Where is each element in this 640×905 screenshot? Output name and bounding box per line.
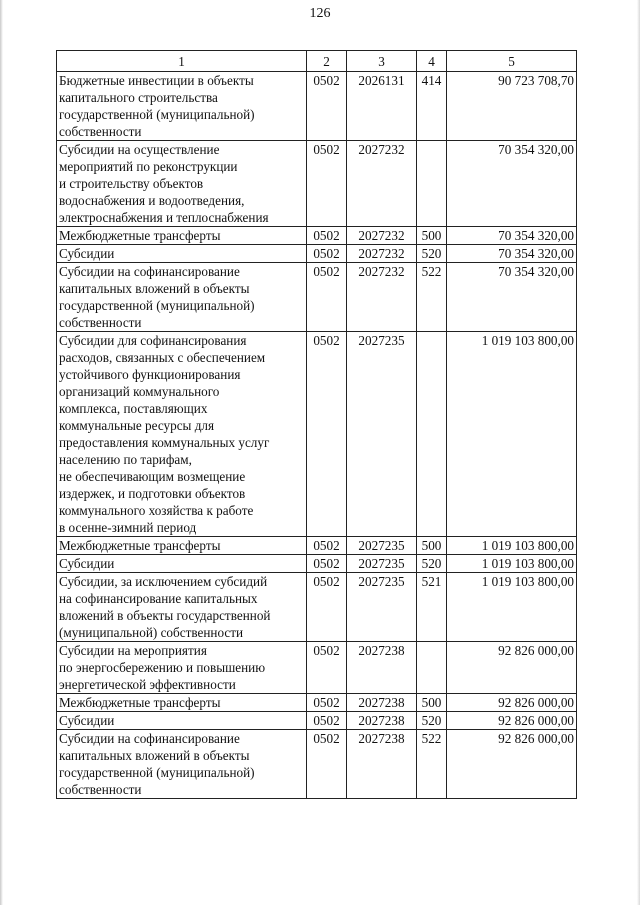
row-type-cell: 520 xyxy=(417,555,447,573)
row-section-cell: 0502 xyxy=(307,537,347,555)
row-type-cell: 520 xyxy=(417,245,447,263)
row-type-cell: 414 xyxy=(417,72,447,141)
row-name-cell: Межбюджетные трансферты xyxy=(57,694,307,712)
row-amount-cell: 92 826 000,00 xyxy=(447,730,577,799)
row-type-cell xyxy=(417,141,447,227)
row-target-cell: 2027232 xyxy=(347,263,417,332)
row-section-cell: 0502 xyxy=(307,573,347,642)
column-header-3: 3 xyxy=(347,51,417,72)
row-amount-cell: 70 354 320,00 xyxy=(447,245,577,263)
column-header-5: 5 xyxy=(447,51,577,72)
row-target-cell: 2027232 xyxy=(347,141,417,227)
row-type-cell xyxy=(417,642,447,694)
table-row xyxy=(57,555,577,573)
row-type-cell: 522 xyxy=(417,263,447,332)
column-header-2: 2 xyxy=(307,51,347,72)
row-target-cell: 2027232 xyxy=(347,227,417,245)
row-type-cell: 522 xyxy=(417,730,447,799)
row-amount-cell: 1 019 103 800,00 xyxy=(447,555,577,573)
row-target-cell: 2027238 xyxy=(347,694,417,712)
row-amount-cell: 1 019 103 800,00 xyxy=(447,573,577,642)
row-name-cell: Межбюджетные трансферты xyxy=(57,227,307,245)
row-section-cell: 0502 xyxy=(307,694,347,712)
row-target-cell: 2027232 xyxy=(347,245,417,263)
budget-table xyxy=(56,50,577,799)
table-row xyxy=(57,263,577,332)
row-type-cell: 500 xyxy=(417,537,447,555)
row-section-cell: 0502 xyxy=(307,555,347,573)
row-section-cell: 0502 xyxy=(307,227,347,245)
row-name-cell: Субсидии на осуществление мероприятий по реконструкции и строительству объектов водоснабжения и водоотведения, электроснабжения и теплоснабжения xyxy=(57,141,307,227)
table-row xyxy=(57,245,577,263)
row-type-cell: 521 xyxy=(417,573,447,642)
row-name-cell: Субсидии на софинансирование капитальных вложений в объекты государственной (муниципальной) собственности xyxy=(57,730,307,799)
row-type-cell xyxy=(417,332,447,537)
row-target-cell: 2027238 xyxy=(347,642,417,694)
table-row xyxy=(57,141,577,227)
row-name-cell: Субсидии xyxy=(57,245,307,263)
row-name-cell: Межбюджетные трансферты xyxy=(57,537,307,555)
row-amount-cell: 1 019 103 800,00 xyxy=(447,537,577,555)
row-type-cell: 520 xyxy=(417,712,447,730)
table-row xyxy=(57,72,577,141)
table-row xyxy=(57,332,577,537)
row-section-cell: 0502 xyxy=(307,642,347,694)
row-type-cell: 500 xyxy=(417,227,447,245)
table-row xyxy=(57,573,577,642)
row-name-cell: Субсидии на мероприятия по энергосбережению и повышению энергетической эффективности xyxy=(57,642,307,694)
row-amount-cell: 1 019 103 800,00 xyxy=(447,332,577,537)
row-target-cell: 2026131 xyxy=(347,72,417,141)
row-name-cell: Субсидии для софинансирования расходов, связанных с обеспечением устойчивого функционирования организаций коммунального комплекса, поставляющих коммунальные ресурсы для предоставления коммунальных услуг населению по тарифам, не обеспечивающим возмещение издержек, и подготовки объектов коммунального хозяйства к работе в осенне-зимний период xyxy=(57,332,307,537)
row-amount-cell: 70 354 320,00 xyxy=(447,141,577,227)
row-section-cell: 0502 xyxy=(307,712,347,730)
row-target-cell: 2027235 xyxy=(347,332,417,537)
row-target-cell: 2027238 xyxy=(347,712,417,730)
row-section-cell: 0502 xyxy=(307,72,347,141)
row-target-cell: 2027235 xyxy=(347,555,417,573)
column-header-4: 4 xyxy=(417,51,447,72)
row-amount-cell: 90 723 708,70 xyxy=(447,72,577,141)
row-name-cell: Субсидии xyxy=(57,712,307,730)
header-row xyxy=(57,51,577,72)
row-name-cell: Бюджетные инвестиции в объекты капитального строительства государственной (муниципальной) собственности xyxy=(57,72,307,141)
row-section-cell: 0502 xyxy=(307,263,347,332)
row-amount-cell: 92 826 000,00 xyxy=(447,712,577,730)
row-target-cell: 2027235 xyxy=(347,537,417,555)
table-row xyxy=(57,227,577,245)
table-row xyxy=(57,537,577,555)
row-amount-cell: 92 826 000,00 xyxy=(447,642,577,694)
table-row xyxy=(57,730,577,799)
row-target-cell: 2027238 xyxy=(347,730,417,799)
scan-left-edge xyxy=(0,0,3,905)
page-number: 126 xyxy=(309,6,331,21)
row-target-cell: 2027235 xyxy=(347,573,417,642)
row-section-cell: 0502 xyxy=(307,730,347,799)
row-amount-cell: 70 354 320,00 xyxy=(447,227,577,245)
table-body xyxy=(57,72,577,799)
row-section-cell: 0502 xyxy=(307,245,347,263)
row-type-cell: 500 xyxy=(417,694,447,712)
table-row xyxy=(57,712,577,730)
row-name-cell: Субсидии xyxy=(57,555,307,573)
table-header xyxy=(57,51,577,72)
row-name-cell: Субсидии на софинансирование капитальных вложений в объекты государственной (муниципальной) собственности xyxy=(57,263,307,332)
row-name-cell: Субсидии, за исключением субсидий на софинансирование капитальных вложений в объекты государственной (муниципальной) собственности xyxy=(57,573,307,642)
row-section-cell: 0502 xyxy=(307,141,347,227)
row-amount-cell: 70 354 320,00 xyxy=(447,263,577,332)
table-row xyxy=(57,642,577,694)
column-header-1: 1 xyxy=(57,51,307,72)
row-section-cell: 0502 xyxy=(307,332,347,537)
row-amount-cell: 92 826 000,00 xyxy=(447,694,577,712)
table-row xyxy=(57,694,577,712)
